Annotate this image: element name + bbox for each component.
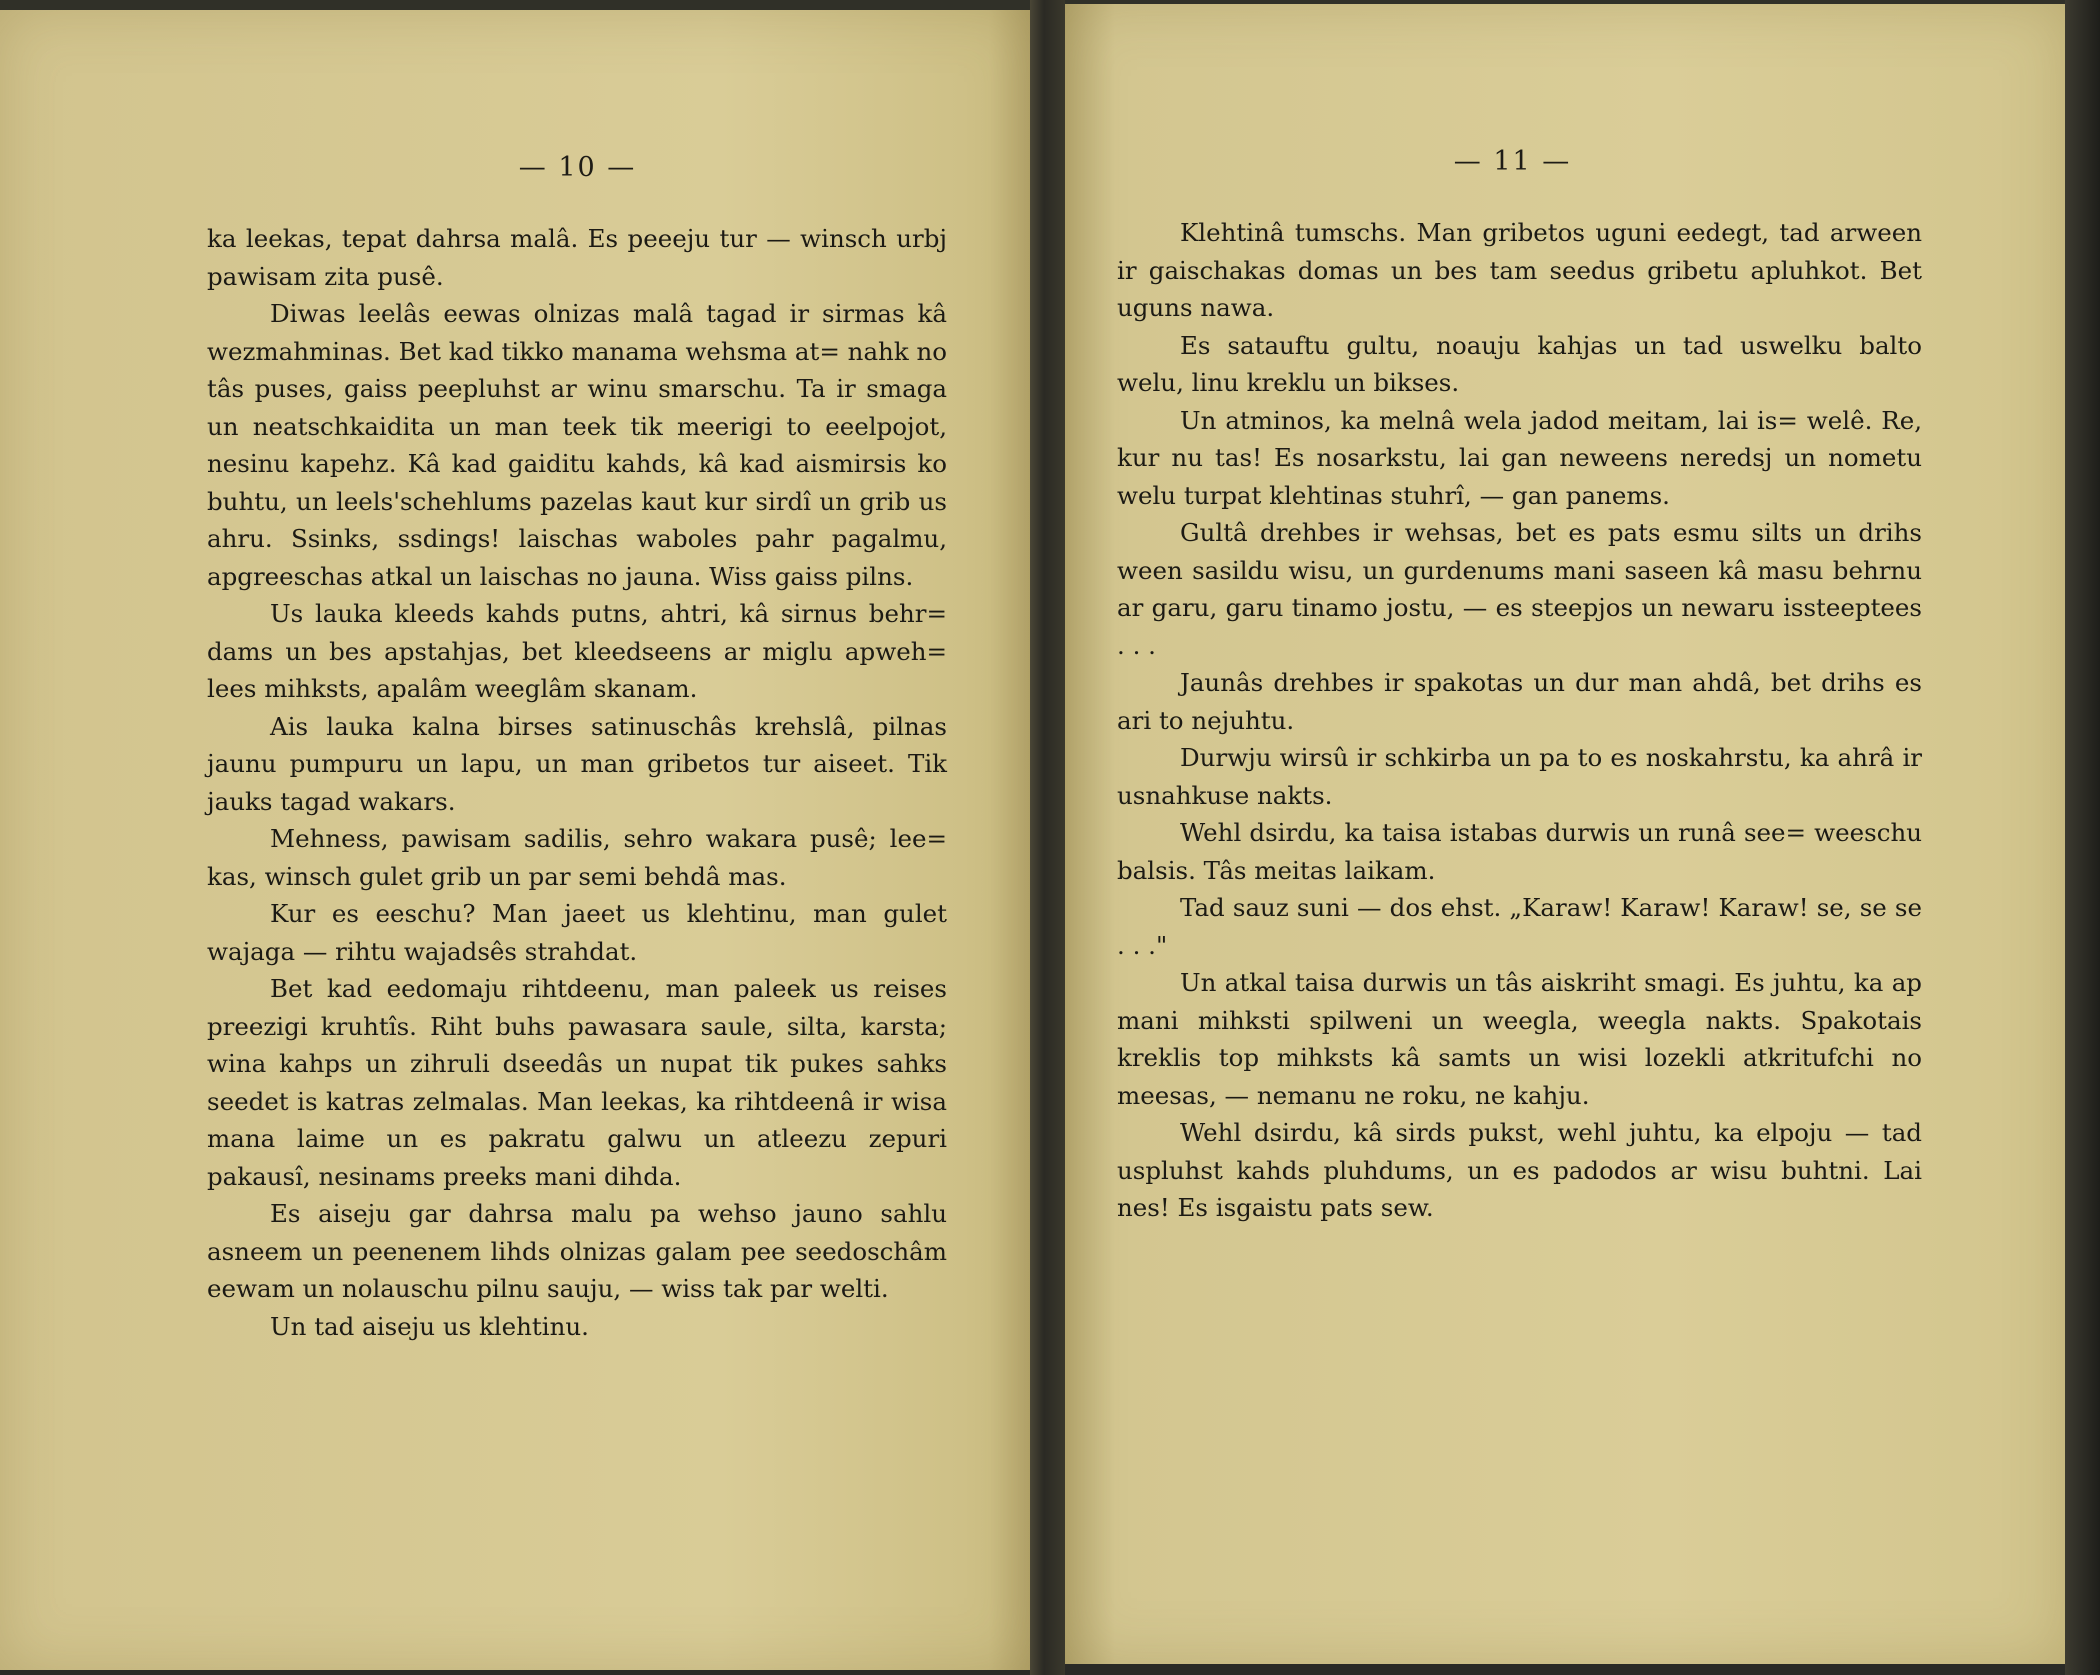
page-text xyxy=(207,220,947,1345)
paragraph: Un atkal taisa durwis un tâs aiskriht smagi. Es juhtu, ka ap mani mihksti spilweni un weegla, weegla nakts. Spakotais kreklis top mihksts kâ samts un wisi lozekli atkritufchi no meesas, — nemanu ne roku, ne kahju. xyxy=(1117,968,1922,1110)
paragraph: Bet kad eedomaju rihtdeenu, man paleek us reises preezigi kruhtîs. Riht buhs pawasara saule, silta, karsta; wina kahps un zihruli dseedâs un nupat tik pukes sahks seedet is katras zelmalas. Man leekas, ka rihtdeenâ ir wisa mana laime un es pakratu galwu un atleezu zepuri pakausî, nesinams preeks mani dihda. xyxy=(207,974,947,1191)
paragraph: Es satauftu gultu, noauju kahjas un tad uswelku balto welu, linu kreklu un bikses. xyxy=(1117,330,1922,397)
paragraph: Gultâ drehbes ir wehsas, bet es pats esmu silts un drihs ween sasildu wisu, un gurdenums mani saseen kâ masu behrnu ar garu, garu tinamo jostu, — es steepjos un newaru issteeptees . . . xyxy=(1117,518,1922,660)
book-edge xyxy=(2065,0,2100,1675)
right-page xyxy=(1065,0,2065,1664)
paragraph: Un atminos, ka melnâ wela jadod meitam, lai is= welê. Re, kur nu tas! Es nosarkstu, lai gan neweens neredsj un nometu welu turpat klehtinas stuhrî, — gan panems. xyxy=(1117,405,1922,510)
paragraph: Klehtinâ tumschs. Man gribetos uguni eedegt, tad arween ir gaischakas domas un bes tam seedus gribetu apluhkot. Bet uguns nawa. xyxy=(1117,218,1922,322)
book-spine xyxy=(1030,0,1065,1675)
paragraph: Ais lauka kalna birses satinuschâs krehslâ, pilnas jaunu pumpuru un lapu, un man gribetos tur aiseet. Tik jauks tagad wakars. xyxy=(207,711,947,816)
paragraph: Jaunâs drehbes ir spakotas un dur man ahdâ, bet drihs es ari to nejuhtu. xyxy=(1117,668,1922,735)
page-number: — 10 — xyxy=(518,152,637,183)
paragraph: Wehl dsirdu, kâ sirds pukst, wehl juhtu, ka elpoju — tad uspluhst kahds pluhdums, un es padodos ar wisu buhtni. Lai nes! Es isgaistu pats sew. xyxy=(1117,1118,1922,1222)
page-text xyxy=(1117,214,1922,1227)
paragraph: Tad sauz suni — dos ehst. „Karaw! Karaw! Karaw! se, se se . . ." xyxy=(1117,893,1922,960)
paragraph: Durwju wirsû ir schkirba un pa to es noskahrstu, ka ahrâ ir usnahkuse nakts. xyxy=(1117,743,1922,810)
paragraph: Us lauka kleeds kahds putns, ahtri, kâ sirnus behr= dams un bes apstahjas, bet kleedseens ar miglu apweh= lees mihksts, apalâm weeglâm skanam. xyxy=(207,599,947,703)
paragraph: Es aiseju gar dahrsa malu pa wehso jauno sahlu asneem un peenenem lihds olnizas galam pee seedoschâm eewam un nolauschu pilnu sauju, — wiss tak par welti. xyxy=(207,1199,947,1303)
paragraph: Un tad aiseju us klehtinu. xyxy=(270,1311,589,1341)
paragraph: ka leekas, tepat dahrsa malâ. Es peeeju tur — winsch urbj pawisam zita pusê. xyxy=(207,224,947,291)
paragraph: Diwas leelâs eewas olnizas malâ tagad ir sirmas kâ wezmahminas. Bet kad tikko manama wehsma at= nahk no tâs puses, gaiss peepluhst ar winu smarschu. Ta ir smaga un neatschkaidita un man teek tik meerigi to eeelpojot, nesinu kapehz. Kâ kad gaiditu kahds, kâ kad aismirsis ko buhtu, un leels'schehlums pazelas kaut kur sirdî un grib us ahru. Ssinks, ssdings! laischas waboles pahr pagalmu, apgreeschas atkal un laischas no jauna. Wiss gaiss pilns. xyxy=(207,299,947,591)
page-number: — 11 — xyxy=(1453,146,1572,177)
paragraph: Mehness, pawisam sadilis, sehro wakara pusê; lee= kas, winsch gulet grib un par semi behdâ mas. xyxy=(207,824,947,891)
paragraph: Kur es eeschu? Man jaeet us klehtinu, man gulet wajaga — rihtu wajadsês strahdat. xyxy=(207,899,947,966)
paragraph: Wehl dsirdu, ka taisa istabas durwis un runâ see= weeschu balsis. Tâs meitas laikam. xyxy=(1117,818,1922,885)
left-page xyxy=(0,0,1030,1670)
